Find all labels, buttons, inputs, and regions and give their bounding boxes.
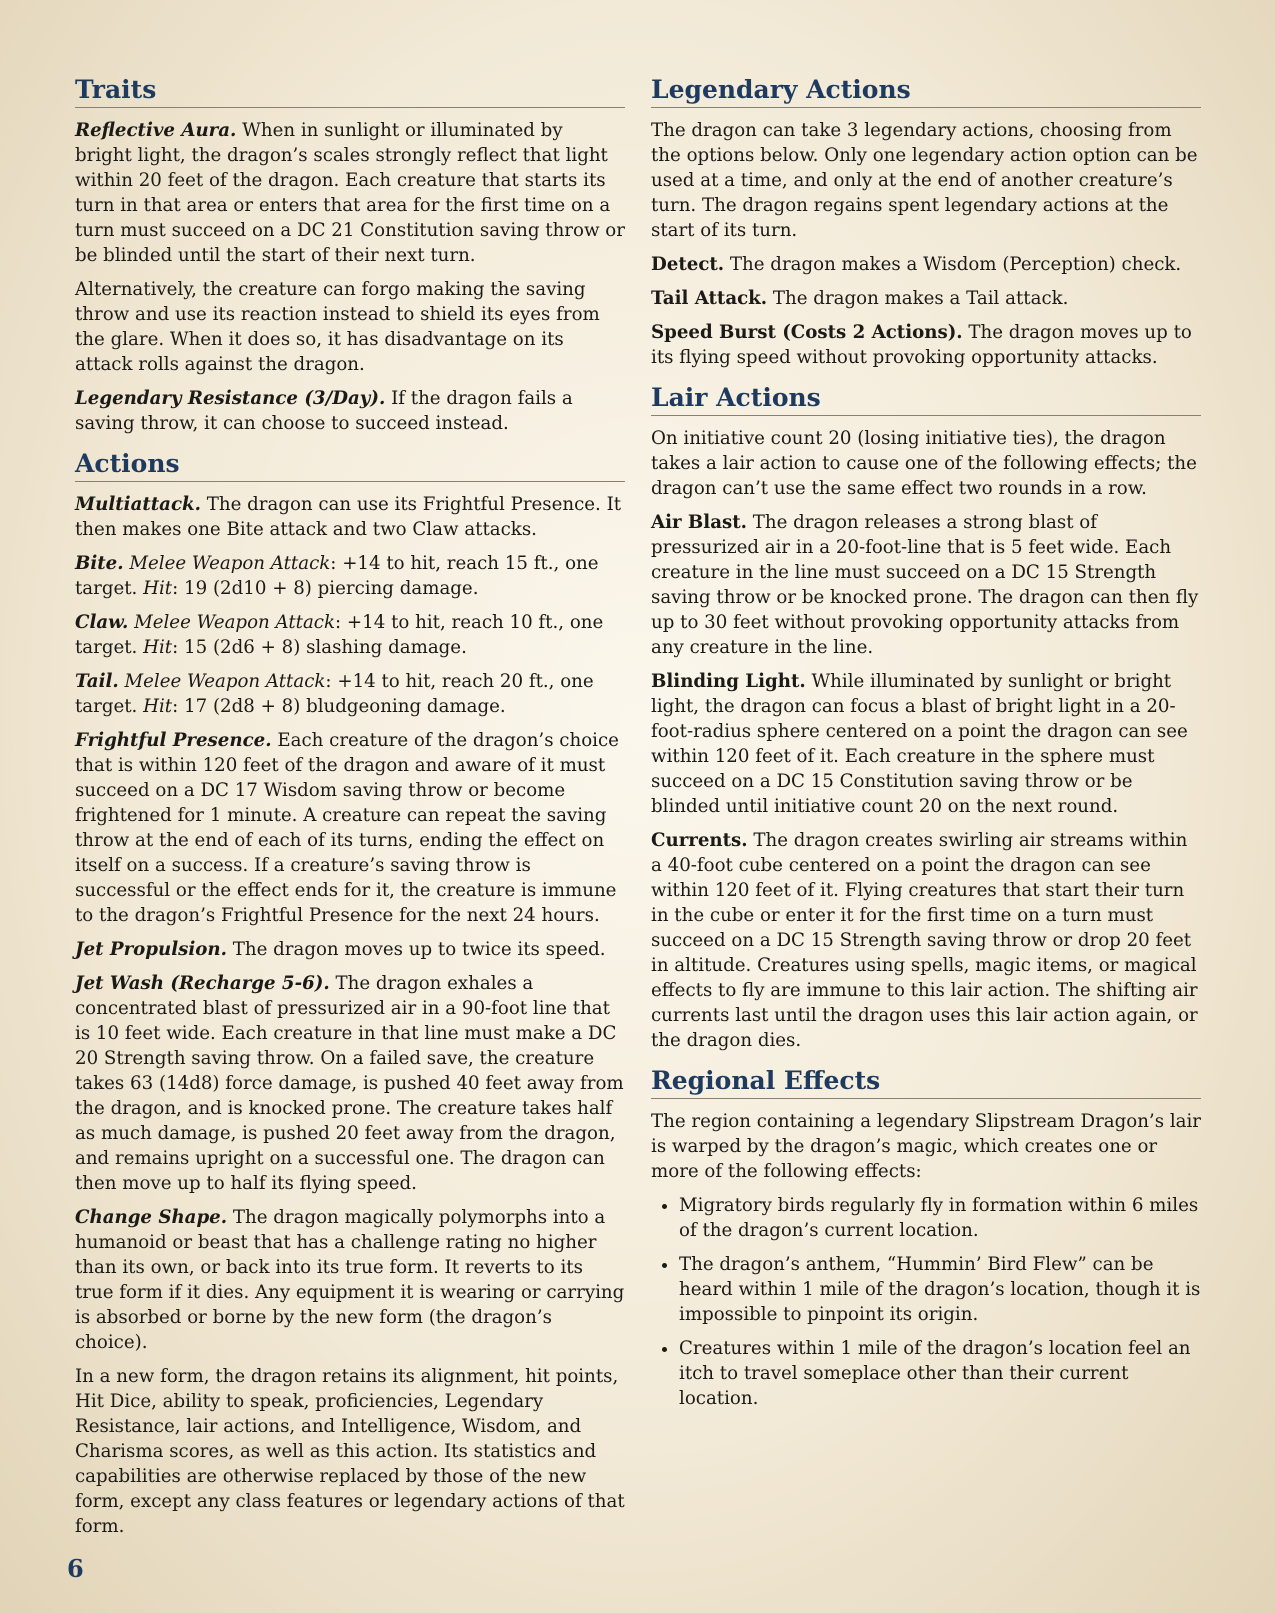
action-text: : 15 (2d6 + 8) slashing damage.: [172, 637, 467, 658]
attack-type: Melee Weapon Attack: [123, 553, 331, 574]
actions-section: [75, 448, 625, 1539]
action-name: Tail.: [75, 671, 119, 692]
action-name: Jet Wash (Recharge 5-6).: [75, 973, 330, 994]
action-text: The dragon moves up to twice its speed.: [226, 939, 606, 960]
action-claw: [75, 610, 625, 660]
action-text: : 19 (2d10 + 8) piercing damage.: [172, 578, 479, 599]
action-text: : 17 (2d8 + 8) bludgeoning damage.: [172, 696, 506, 717]
regional-effects-section: [651, 1065, 1201, 1411]
action-text: The dragon magically polymorphs into a humanoid or beast that has a challenge rating no higher than its own, or back into its true form. It reverts to its true form if it dies. Any equipment it is wearing or carrying is absorbed or borne by the new form (the dragon’s choice).: [75, 1207, 625, 1353]
action-text: The dragon can use its Frightful Presence. It then makes one Bite attack and two Claw attacks.: [75, 494, 622, 540]
hit-label: Hit: [143, 578, 173, 599]
page-number: 6: [67, 1554, 84, 1583]
lair-name: Currents.: [651, 830, 748, 851]
legendary-text: The dragon moves up to its flying speed without provoking opportunity attacks.: [651, 322, 1192, 368]
trait-legendary-resistance: [75, 386, 625, 436]
lair-name: Air Blast.: [651, 512, 747, 533]
legendary-intro: The dragon can take 3 legendary actions, choosing from the options below. Only one legendary action option can be used at a time, and only at the end of another creature’s turn. The dragon regains spent legendary actions at the start of its turn.: [651, 120, 1198, 241]
action-frightful-presence: [75, 728, 625, 928]
action-bite: [75, 551, 625, 601]
action-multiattack: [75, 492, 625, 542]
traits-heading: Traits: [75, 74, 625, 108]
legendary-text: The dragon makes a Wisdom (Perception) check.: [724, 254, 1182, 275]
hit-label: Hit: [143, 696, 173, 717]
action-tail: [75, 669, 625, 719]
right-column: [651, 74, 1201, 1423]
list-item: • The dragon’s anthem, “Hummin’ Bird Flew” can be heard within 1 mile of the dragon’s location, though it is impossible to pinpoint its origin.: [679, 1252, 1201, 1327]
action-name: Change Shape.: [75, 1207, 228, 1228]
action-jet-wash: [75, 971, 625, 1196]
traits-section: [75, 74, 625, 436]
trait-name: Legendary Resistance (3/Day).: [75, 388, 386, 409]
trait-reflective-aura: [75, 118, 625, 268]
legendary-actions-section: [651, 74, 1201, 370]
legendary-speed-burst: [651, 320, 1201, 370]
hit-label: Hit: [143, 637, 173, 658]
regional-effects-heading: Regional Effects: [651, 1065, 1201, 1099]
lair-text: The dragon creates swirling air streams within a 40-foot cube centered on a point the dragon can see within 120 feet of it. Flying creatures that start their turn in the cube or enter it for the first time on a turn must succeed on a DC 15 Strength saving throw or drop 20 feet in altitude. Creatures using spells, magic items, or magical effects to fly are immune to this lair action. The shifting air currents last until the dragon uses this lair action again, or the dragon dies.: [651, 830, 1198, 1051]
legendary-text: The dragon makes a Tail attack.: [767, 288, 1069, 309]
lair-actions-heading: Lair Actions: [651, 382, 1201, 416]
trait-name: Reflective Aura.: [75, 120, 237, 141]
legendary-detect: [651, 252, 1201, 277]
actions-heading: Actions: [75, 448, 625, 482]
action-name: Bite.: [75, 553, 124, 574]
action-name: Jet Propulsion.: [75, 939, 227, 960]
legendary-tail-attack: [651, 286, 1201, 311]
list-item: • Migratory birds regularly fly in formation within 6 miles of the dragon’s current location.: [679, 1193, 1201, 1243]
action-jet-propulsion: [75, 937, 625, 962]
action-name: Frightful Presence.: [75, 730, 272, 751]
trait-text: When in sunlight or illuminated by bright light, the dragon’s scales strongly reflect that light within 20 feet of the dragon. Each creature that starts its turn in that area or enters that area for the first time on a turn must succeed on a DC 21 Constitution saving throw or be blinded until the start of their next turn.: [75, 120, 625, 266]
lair-text: While illuminated by sunlight or bright light, the dragon can focus a blast of bright light in a 20-foot-radius sphere centered on a point the dragon can see within 120 feet of it. Each creature in the sphere must succeed on a DC 15 Constitution saving throw or be blinded until initiative count 20 on the next round.: [651, 671, 1188, 817]
action-new-form: In a new form, the dragon retains its alignment, hit points, Hit Dice, ability to speak, proficiencies, Legendary Resistance, lair actions, and Intelligence, Wisdom, and Charisma scores, as well as this action. Its statistics and capabilities are otherwise replaced by those of the new form, except any class features or legendary actions of that form.: [75, 1366, 625, 1537]
action-change-shape: [75, 1205, 625, 1355]
regional-intro: The region containing a legendary Slipstream Dragon’s lair is warped by the dragon’s magic, which creates one or more of the following effects:: [651, 1111, 1201, 1182]
lair-blinding-light: [651, 669, 1201, 819]
lair-actions-section: [651, 382, 1201, 1053]
action-text: : +14 to hit, reach 20 ft., one target.: [75, 671, 594, 717]
legendary-actions-heading: Legendary Actions: [651, 74, 1201, 108]
trait-text: If the dragon fails a saving throw, it can choose to succeed instead.: [75, 388, 573, 434]
lair-name: Blinding Light.: [651, 671, 806, 692]
action-name: Claw.: [75, 612, 129, 633]
regional-effects-list: [651, 1193, 1201, 1411]
left-column: [75, 74, 625, 1551]
legendary-name: Speed Burst (Costs 2 Actions).: [651, 322, 963, 343]
lair-intro: On initiative count 20 (losing initiative ties), the dragon takes a lair action to cause one of the following effects; the dragon can’t use the same effect two rounds in a row.: [651, 428, 1197, 499]
action-text: : +14 to hit, reach 10 ft., one target.: [75, 612, 604, 658]
action-name: Multiattack.: [75, 494, 201, 515]
trait-alternatively: Alternatively, the creature can forgo making the saving throw and use its reaction instead to shield its eyes from the glare. When it does so, it has disadvantage on its attack rolls against the dragon.: [75, 279, 600, 375]
lair-currents: [651, 828, 1201, 1053]
list-item: • Creatures within 1 mile of the dragon’s location feel an itch to travel someplace other than their current location.: [679, 1336, 1201, 1411]
lair-text: The dragon releases a strong blast of pressurized air in a 20-foot-line that is 5 feet wide. Each creature in the line must succeed on a DC 15 Strength saving throw or be knocked prone. The dragon can then fly up to 30 feet without provoking opportunity attacks from any creature in the line.: [651, 512, 1199, 658]
action-text: The dragon exhales a concentrated blast of pressurized air in a 90-foot line that is 10 feet wide. Each creature in that line must make a DC 20 Strength saving throw. On a failed save, the creature takes 63 (14d8) force damage, is pushed 40 feet away from the dragon, and is knocked prone. The creature takes half as much damage, is pushed 20 feet away from the dragon, and remains upright on a successful one. The dragon can then move up to half its flying speed.: [75, 973, 624, 1194]
legendary-name: Tail Attack.: [651, 288, 768, 309]
action-text: : +14 to hit, reach 15 ft., one target.: [75, 553, 599, 599]
attack-type: Melee Weapon Attack: [128, 612, 336, 633]
attack-type: Melee Weapon Attack: [118, 671, 326, 692]
lair-air-blast: [651, 510, 1201, 660]
legendary-name: Detect.: [651, 254, 725, 275]
action-text: Each creature of the dragon’s choice that is within 120 feet of the dragon and aware of it must succeed on a DC 17 Wisdom saving throw or become frightened for 1 minute. A creature can repeat the saving throw at the end of each of its turns, ending the effect on itself on a success. If a creature’s saving throw is successful or the effect ends for it, the creature is immune to the dragon’s Frightful Presence for the next 24 hours.: [75, 730, 619, 926]
